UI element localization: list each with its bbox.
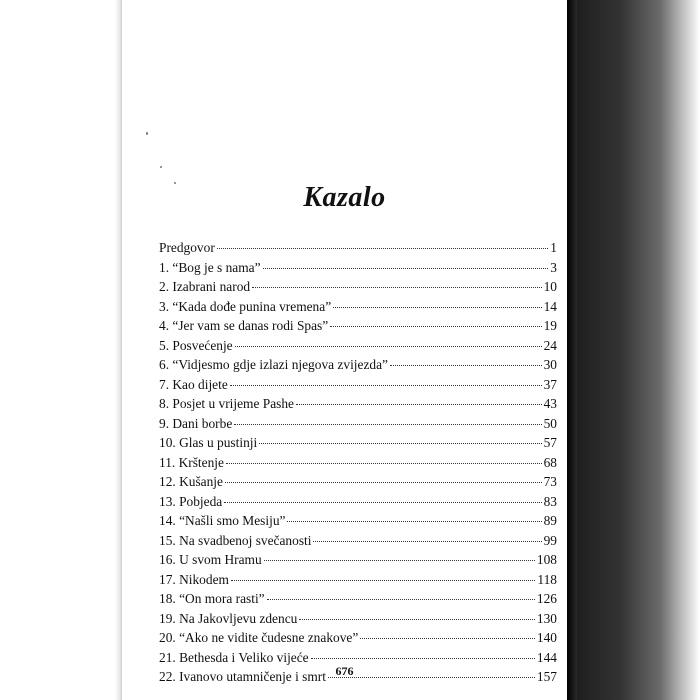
toc-entry-page: 10 — [543, 279, 557, 294]
toc-entry-page: 50 — [543, 415, 557, 431]
toc-entry-page: 57 — [543, 435, 557, 450]
toc-entry-title: 8. Posjet u vrijeme Pashe — [159, 396, 295, 411]
book-page — [122, 0, 567, 700]
toc-entry — [159, 433, 557, 453]
toc-entry — [159, 258, 557, 278]
toc-entry-title: 14. “Našli smo Mesiju” — [159, 513, 286, 528]
toc-dot-leader — [264, 560, 535, 561]
toc-entry — [159, 316, 557, 336]
toc-entry-title: 11. Krštenje — [159, 454, 224, 470]
toc-dot-leader — [287, 521, 541, 522]
toc-dot-leader — [267, 599, 535, 600]
toc-entry-page: 1 — [550, 240, 557, 255]
toc-entry-title: 10. Glas u pustinji — [159, 435, 258, 450]
toc-dot-leader — [225, 482, 542, 483]
toc-dot-leader — [296, 404, 542, 405]
toc-entry — [159, 414, 557, 434]
toc-entry-page: 73 — [543, 474, 557, 489]
toc-entry — [159, 570, 557, 590]
toc-dot-leader — [231, 580, 535, 581]
toc-entry — [159, 472, 557, 492]
toc-entry-page: 43 — [543, 396, 557, 411]
toc-dot-leader — [230, 385, 542, 386]
book-spine-shadow — [567, 0, 700, 700]
toc-dot-leader — [299, 619, 535, 620]
toc-entry-title: 20. “Ako ne vidite čudesne znakove” — [159, 630, 359, 645]
toc-dot-leader — [252, 287, 542, 288]
toc-entry-page: 3 — [550, 259, 557, 275]
toc-entry-page: 144 — [536, 649, 557, 665]
toc-entry-title: 5. Posvećenje — [159, 337, 233, 353]
toc-entry-title: 18. “On mora rasti” — [159, 591, 265, 606]
toc-dot-leader — [217, 248, 549, 249]
toc-entry-page: 99 — [543, 532, 557, 548]
page-number: 676 — [335, 664, 354, 678]
toc-entry — [159, 609, 557, 629]
toc-dot-leader — [390, 365, 542, 366]
toc-entry — [159, 628, 557, 648]
toc-entry-title: 19. Na Jakovljevu zdencu — [159, 610, 298, 626]
toc-entry-page: 83 — [543, 493, 557, 509]
toc-entry-page: 30 — [543, 357, 557, 372]
toc-entry-title: 4. “Jer vam se danas rodi Spas” — [159, 318, 329, 333]
toc-entry-page: 126 — [536, 591, 557, 606]
toc-entry-title: 16. U svom Hramu — [159, 552, 262, 567]
toc-entry — [159, 355, 557, 375]
toc-entry-title: 17. Nikodem — [159, 571, 229, 587]
toc-entry — [159, 375, 557, 395]
toc-entry-page: 157 — [536, 669, 557, 684]
toc-dot-leader — [330, 326, 541, 327]
toc-entry-title: 21. Bethesda i Veliko vijeće — [159, 649, 309, 665]
toc-entry-page: 118 — [537, 571, 557, 587]
toc-entry-title: 7. Kao dijete — [159, 376, 228, 392]
toc-entry-title: 3. “Kada dođe punina vremena” — [159, 298, 332, 314]
toc-entry-page: 14 — [543, 298, 557, 314]
toc-dot-leader — [234, 424, 541, 425]
toc-entry — [159, 336, 557, 356]
toc-entry-title: 12. Kušanje — [159, 474, 223, 489]
toc-entry-page: 108 — [536, 552, 557, 567]
scan-speck — [160, 166, 162, 168]
toc-dot-leader — [313, 541, 541, 542]
toc-entry-page: 89 — [543, 513, 557, 528]
toc-entry-page: 37 — [543, 376, 557, 392]
toc-entry-page: 130 — [536, 610, 557, 626]
toc-entry-title: 22. Ivanovo utamničenje i smrt — [159, 669, 326, 684]
toc-entry — [159, 394, 557, 414]
page-title: Kazalo — [303, 181, 386, 213]
table-of-contents — [159, 238, 557, 687]
toc-entry — [159, 531, 557, 551]
toc-dot-leader — [235, 346, 542, 347]
toc-entry-title: 1. “Bog je s nama” — [159, 259, 261, 275]
toc-dot-leader — [360, 638, 535, 639]
scan-speck — [146, 132, 148, 135]
toc-dot-leader — [259, 443, 541, 444]
toc-entry — [159, 589, 557, 609]
toc-entry-page: 19 — [543, 318, 557, 333]
toc-entry-page: 68 — [543, 454, 557, 470]
toc-entry-page: 140 — [536, 630, 557, 645]
toc-entry — [159, 550, 557, 570]
toc-entry — [159, 297, 557, 317]
toc-dot-leader — [224, 502, 541, 503]
scan-margin-left — [0, 0, 122, 700]
toc-dot-leader — [311, 658, 535, 659]
toc-entry — [159, 453, 557, 473]
toc-entry — [159, 238, 557, 258]
toc-entry-title: 6. “Vidjesmo gdje izlazi njegova zvijezda” — [159, 357, 388, 372]
toc-entry-page: 24 — [543, 337, 557, 353]
toc-entry-title: Predgovor — [159, 240, 215, 255]
toc-dot-leader — [226, 463, 542, 464]
toc-entry — [159, 511, 557, 531]
toc-entry — [159, 492, 557, 512]
toc-dot-leader — [333, 307, 541, 308]
toc-entry-title: 13. Pobjeda — [159, 493, 223, 509]
toc-entry-title: 15. Na svadbenoj svečanosti — [159, 532, 312, 548]
toc-entry-title: 2. Izabrani narod — [159, 279, 251, 294]
toc-entry — [159, 277, 557, 297]
toc-dot-leader — [263, 268, 549, 269]
toc-entry-title: 9. Dani borbe — [159, 415, 233, 431]
